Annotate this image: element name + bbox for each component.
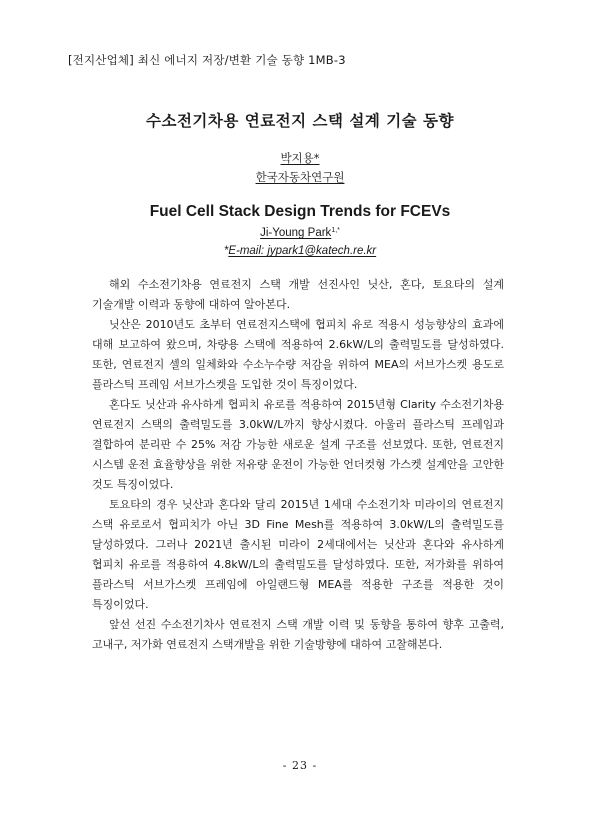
author-korean xyxy=(0,150,600,166)
author-email xyxy=(0,245,600,257)
title-korean: 수소전기차용 연료전지 스택 설계 기술 동향 xyxy=(146,112,454,130)
email-address: jypark1@katech.re.kr xyxy=(267,245,377,257)
affiliation-korean-name: 한국자동차연구원 xyxy=(255,170,345,184)
running-head: [전지산업체] 최신 에너지 저장/변환 기술 동향 1MB-3 xyxy=(68,53,346,67)
author-english-name: Ji-Young Park xyxy=(260,227,332,239)
paragraph: 해외 수소전기차용 연료전지 스택 개발 선진사인 닛산, 혼다, 토요타의 설계 기술개발 이력과 동향에 대하여 알아본다. xyxy=(92,278,504,311)
email-asterisk: * xyxy=(223,245,229,257)
author-english xyxy=(0,227,600,239)
abstract-body xyxy=(92,275,504,655)
paragraph: 혼다도 닛산과 유사하게 협피치 유로를 적용하여 2015년형 Clarity 수소전기차용 연료전지 스택의 출력밀도를 3.0kW/L까지 향상시켰다. 아울러 플라스틱 프레임과 결합하여 분리판 수 25% 저감 가능한 새로운 설계 구조를 선보였다. 또한, 연료전지 시스템 운전 효율향상을 위한 저유량 운전이 가능한 언더컷형 가스켓 설계안을 고안한 것도 특징이었다. xyxy=(92,398,504,491)
paragraph: 토요타의 경우 닛산과 혼다와 달리 2015년 1세대 수소전기차 미라이의 연료전지 스택 유로로서 협피치가 아닌 3D Fine Mesh를 적용하여 3.0kW/L의 출력밀도를 달성하였다. 그러나 2021년 출시된 미라이 2세대에서는 닛산과 혼다와 유사하게 협피치 유로를 적용하여 4.8kW/L의 출력밀도를 달성하였다. 또한, 저가화를 위하여 플라스틱 서브가스켓 프레임에 아일랜드형 MEA를 적용한 구조를 적용한 것이 특징이었다. xyxy=(92,498,504,611)
paragraph: 앞선 선진 수소전기차사 연료전지 스택 개발 이력 및 동향을 통하여 향후 고출력, 고내구, 저가화 연료전지 스택개발을 위한 기술방향에 대하여 고찰해본다. xyxy=(92,618,504,651)
title-english: Fuel Cell Stack Design Trends for FCEVs xyxy=(149,203,451,220)
affiliation-korean xyxy=(0,169,600,185)
author-korean-name: 박지용* xyxy=(280,151,320,165)
author-english-superscript: 1,* xyxy=(331,227,340,234)
paragraph: 닛산은 2010년도 초부터 연료전지스택에 협피치 유로 적용시 성능향상의 효과에 대해 보고하여 왔으며, 차량용 스택에 적용하여 2.6kW/L의 출력밀도를 달성하였다. 또한, 연료전지 셀의 일체화와 수소누수량 저감을 위하여 MEA의 서브가스켓 용도로 플라스틱 프레임 서브가스켓을 도입한 것이 특징이었다. xyxy=(92,318,504,391)
page-number: - 23 - xyxy=(282,759,318,772)
email-label: E-mail: xyxy=(228,245,268,257)
